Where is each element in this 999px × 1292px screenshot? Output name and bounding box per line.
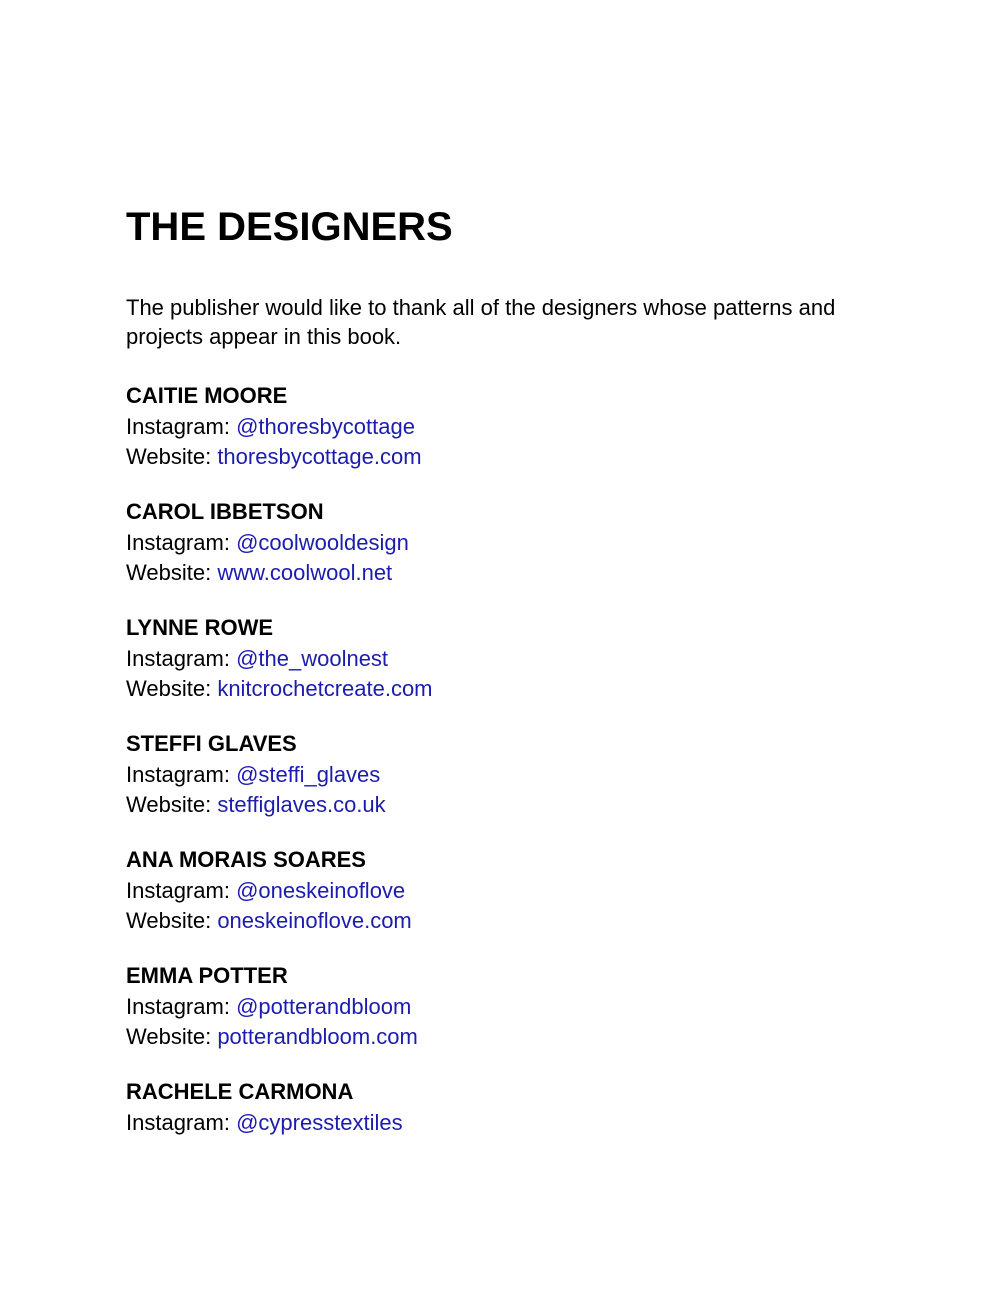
designer-entry (126, 380, 999, 472)
instagram-label: Instagram: (126, 1110, 230, 1135)
instagram-link[interactable]: @cypresstextiles (236, 1110, 403, 1135)
website-label: Website: (126, 560, 212, 585)
instagram-line (126, 528, 999, 558)
website-label: Website: (126, 1024, 212, 1049)
website-line (126, 558, 999, 588)
instagram-link[interactable]: @oneskeinoflove (236, 878, 406, 903)
designer-name: LYNNE ROWE (126, 615, 274, 640)
instagram-label: Instagram: (126, 530, 230, 555)
instagram-link[interactable]: @steffi_glaves (236, 762, 381, 787)
designer-entry (126, 960, 999, 1052)
designer-name: CAITIE MOORE (126, 383, 288, 408)
instagram-link[interactable]: @coolwooldesign (236, 530, 409, 555)
website-link[interactable]: www.coolwool.net (217, 560, 393, 585)
designer-entry (126, 844, 999, 936)
designer-name: EMMA POTTER (126, 963, 288, 988)
designer-entry (126, 728, 999, 820)
website-label: Website: (126, 444, 212, 469)
instagram-line (126, 992, 999, 1022)
website-label: Website: (126, 908, 212, 933)
instagram-label: Instagram: (126, 762, 230, 787)
website-line (126, 1022, 999, 1052)
website-link[interactable]: knitcrochetcreate.com (217, 676, 433, 701)
website-label: Website: (126, 676, 212, 701)
designer-name: RACHELE CARMONA (126, 1079, 354, 1104)
designer-name: STEFFI GLAVES (126, 731, 297, 756)
website-label: Website: (126, 792, 212, 817)
website-line (126, 442, 999, 472)
website-link[interactable]: potterandbloom.com (217, 1024, 418, 1049)
designer-name: CAROL IBBETSON (126, 499, 324, 524)
instagram-link[interactable]: @potterandbloom (236, 994, 412, 1019)
designer-name: ANA MORAIS SOARES (126, 847, 366, 872)
instagram-line (126, 760, 999, 790)
website-link[interactable]: oneskeinoflove.com (217, 908, 412, 933)
website-line (126, 906, 999, 936)
designer-entry (126, 496, 999, 588)
instagram-label: Instagram: (126, 646, 230, 671)
designer-list (126, 380, 999, 1138)
website-line (126, 674, 999, 704)
instagram-line (126, 412, 999, 442)
page-title: THE DESIGNERS (126, 205, 453, 249)
instagram-label: Instagram: (126, 994, 230, 1019)
instagram-label: Instagram: (126, 414, 230, 439)
instagram-line (126, 1108, 999, 1138)
instagram-link[interactable]: @thoresbycottage (236, 414, 415, 439)
intro-paragraph: The publisher would like to thank all of the designers whose patterns and projects appear in this book. (126, 295, 836, 349)
instagram-line (126, 644, 999, 674)
instagram-line (126, 876, 999, 906)
website-line (126, 790, 999, 820)
designer-entry (126, 1076, 999, 1138)
website-link[interactable]: thoresbycottage.com (217, 444, 422, 469)
designer-entry (126, 612, 999, 704)
website-link[interactable]: steffiglaves.co.uk (217, 792, 386, 817)
instagram-link[interactable]: @the_woolnest (236, 646, 389, 671)
instagram-label: Instagram: (126, 878, 230, 903)
